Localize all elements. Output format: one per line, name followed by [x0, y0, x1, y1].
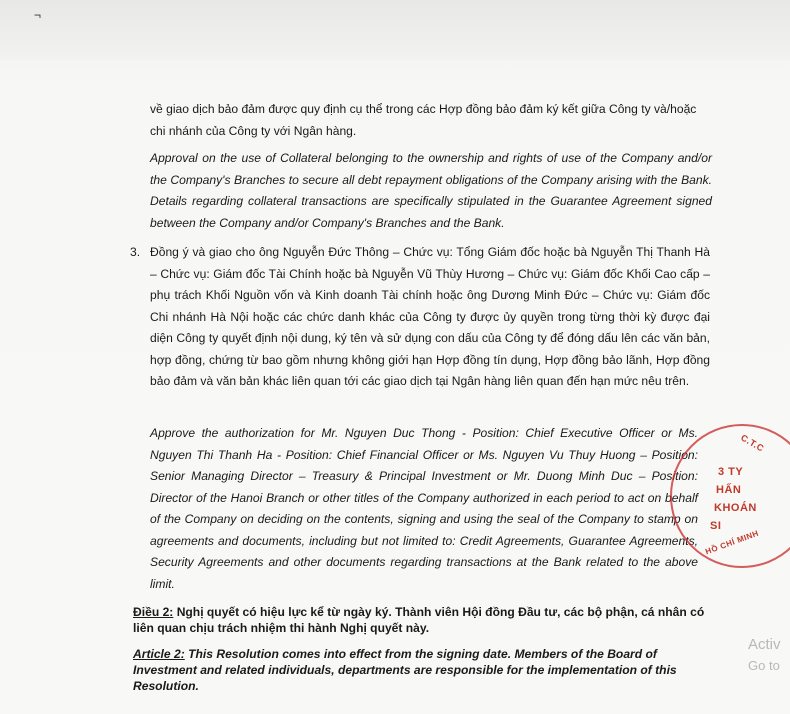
paragraph-vn-collateral: về giao dịch bảo đảm được quy định cụ thể trong các Hợp đồng bảo đảm ký kết giữa Công ty và/hoặc chi nhánh của Công ty với Ngân hàng. [150, 102, 697, 138]
article-2-english [133, 646, 705, 694]
seal-text-line2: 3 TY [718, 466, 744, 478]
paragraph-en-authorization: Approve the authorization for Mr. Nguyen Duc Thong - Position: Chief Executive Officer or Ms. Nguyen Thi Thanh Ha - Position: Chief Financial Officer or Ms. Nguyen Vu Thuy Huong – Position: Senior Managing Director – Treasury & Principal Investment or Mr. Duong Minh Duc – Position: Director of the Hanoi Branch or other titles of the Company authorized in each period to act on behalf of the Company on deciding on the contents, signing and using the seal of the Company to stamp on agreements and documents, including but not limited to: Credit Agreements, Guarantee Agreements, Security Agreements and other documents regarding transactions at the Bank related to the above limit. [150, 426, 698, 591]
list-item-text: Đồng ý và giao cho ông Nguyễn Đức Thông – Chức vụ: Tổng Giám đốc hoặc bà Nguyễn Thị Thanh Hà – Chức vụ: Giám đốc Tài Chính hoặc bà Nguyễn Vũ Thùy Hương – Chức vụ: Giám đốc Khối Cao cấp – phụ trách Khối Nguồn vốn và Kinh doanh Tài chính hoặc ông Dương Minh Đức – Chức vụ: Giám đốc Chi nhánh Hà Nội hoặc các chức danh khác của Công ty được ủy quyền trong từng thời kỳ được đại diện Công ty quyết định nội dung, ký tên và sử dụng con dấu của Công ty để đóng dấu lên các văn bản, hợp đồng, chứng từ bao gồm nhưng không giới hạn Hợp đồng tín dụng, Hợp đồng bảo lãnh, Hợp đồng bảo đảm và văn bản khác liên quan tới các giao dịch tại Ngân hàng liên quan đến hạn mức nêu trên. [150, 245, 710, 388]
article-2-vietnamese [133, 604, 705, 636]
article-2-vn-text: Nghị quyết có hiệu lực kể từ ngày ký. Thành viên Hội đồng Đầu tư, các bộ phận, cá nhân có liên quan chịu trách nhiệm thi hành Nghị quyết này. [133, 605, 705, 635]
paragraph-en-collateral: Approval on the use of Collateral belonging to the ownership and rights of use of the Company and/or the Company's Branches to secure all debt repayment obligations of the Company arising with the Bank. Details regarding collateral transactions are specifically stipulated in the Guarantee Agreement signed between the Company and/or Company's Branches and the Bank. [150, 151, 712, 230]
activation-watermark-line2: Go to [748, 658, 780, 673]
article-2-en-label: Article 2: [133, 647, 185, 661]
activation-watermark-line1: Activ [748, 636, 781, 653]
article-2-vn-label: Điều 2: [133, 605, 174, 619]
seal-text-line4: KHOÁN [714, 502, 757, 514]
scan-shadow-band [0, 0, 790, 60]
seal-text-line3: HẤN [716, 484, 742, 496]
seal-text-line5: SI [710, 520, 722, 532]
seal-text-top: C.T.C [739, 432, 766, 454]
list-item-number: 3. [130, 245, 141, 259]
company-seal-stamp [700, 420, 790, 580]
corner-mark: ¬ [34, 8, 42, 22]
article-2-en-text: This Resolution comes into effect from the signing date. Members of the Board of Investment and related individuals, departments are responsible for the implementation of this Resolution. [133, 647, 677, 693]
seal-text-bottom: HỒ CHÍ MINH [704, 528, 761, 557]
